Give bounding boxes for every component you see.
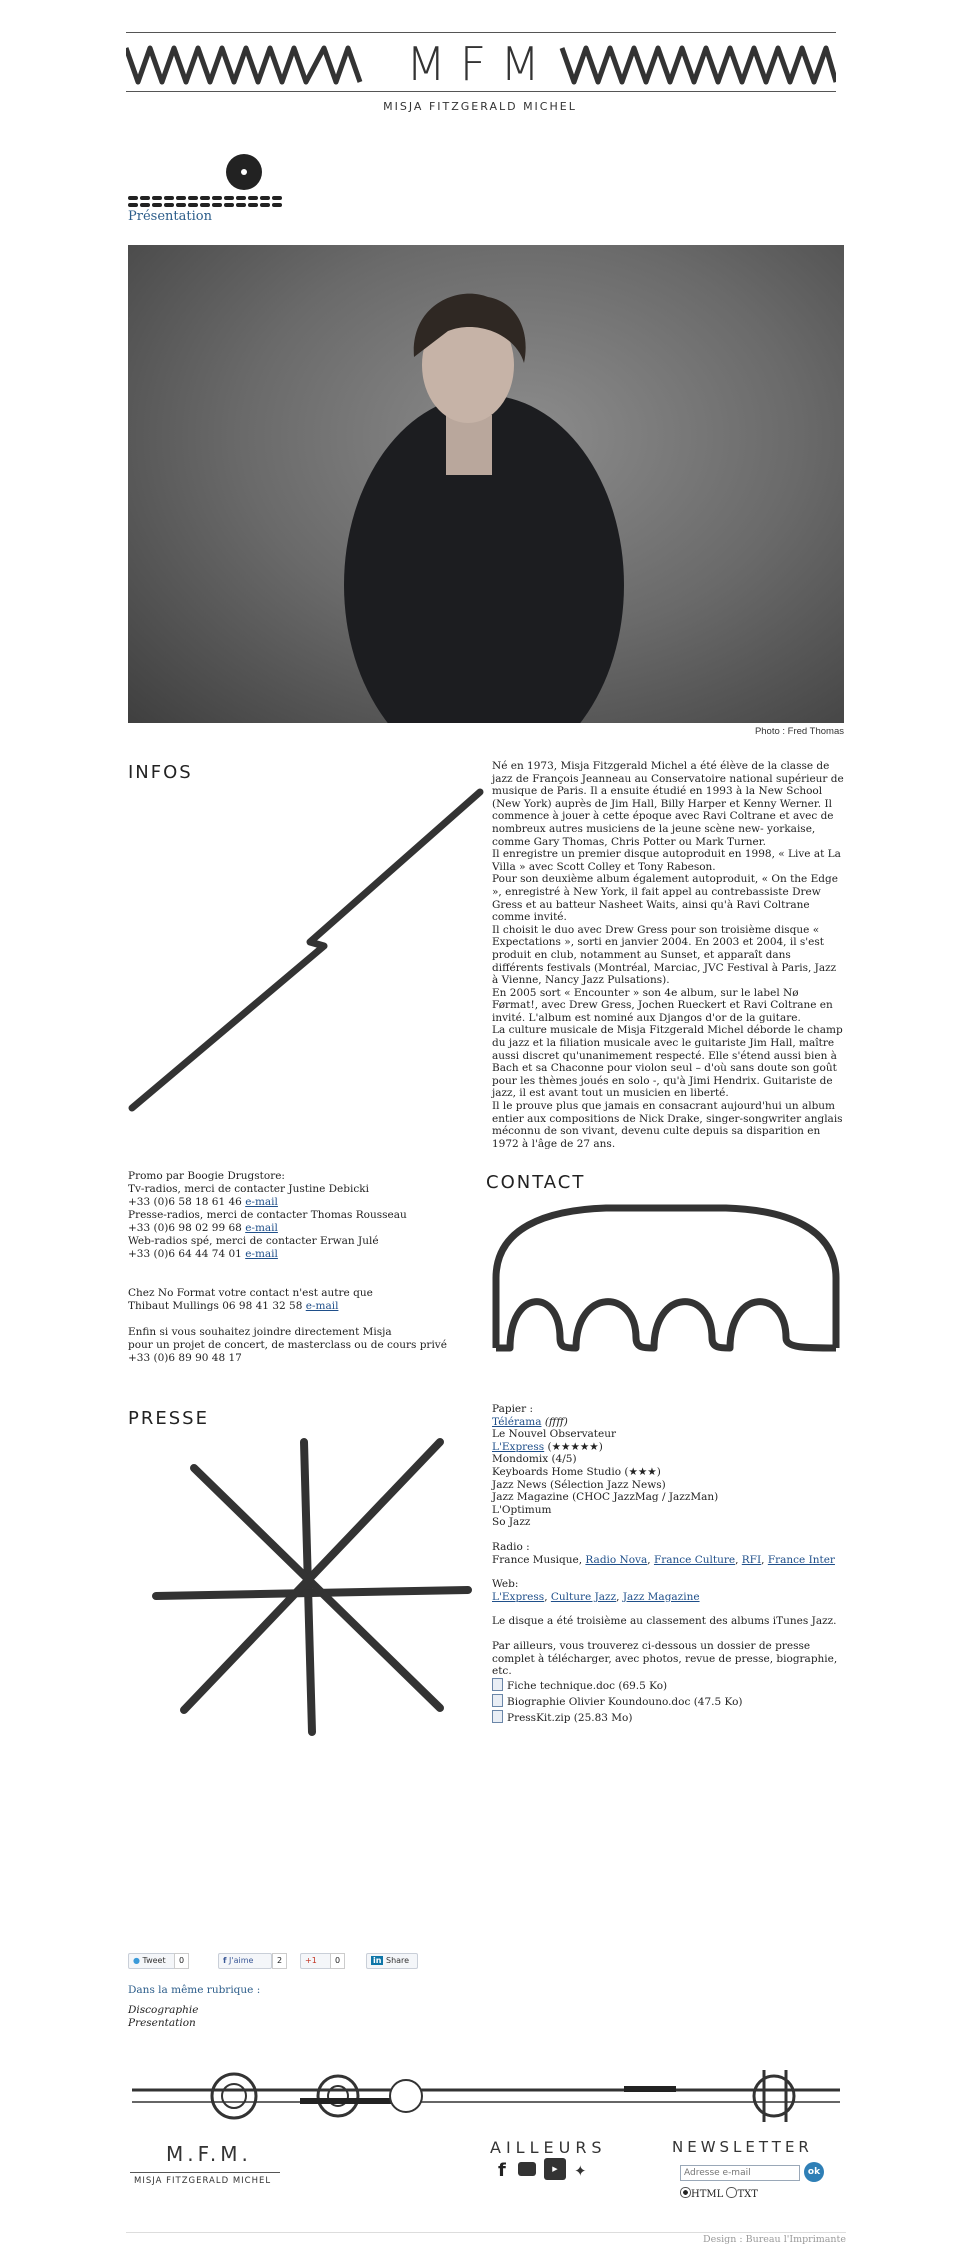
press-sojazz: So Jazz [492,1516,531,1529]
gplus-label: +1 [305,1956,317,1965]
noformat-email-link[interactable]: e-mail [305,1300,339,1312]
press-file-row[interactable] [492,1710,844,1726]
radio-france-musique: France Musique, [492,1553,583,1566]
design-credit[interactable]: Design : Bureau l'Imprimante [703,2234,846,2245]
promo-tv-email-link[interactable]: e-mail [245,1196,278,1208]
noformat-label: Chez No Format votre contact n'est autre que [128,1287,373,1299]
radio-nova-link[interactable]: Radio Nova [585,1553,648,1566]
promo-press-email-link[interactable]: e-mail [245,1222,278,1234]
linkedin-icon: in [373,1956,382,1965]
press-file-size: (47.5 Ko) [693,1695,743,1708]
lexpress-rating: (★★★★★) [547,1440,603,1453]
press-file-row[interactable] [492,1694,844,1710]
newsletter-submit-button[interactable]: ok [804,2162,824,2182]
like-label: J'aime [229,1956,254,1965]
facebook-icon[interactable]: f [498,2160,506,2181]
footer-subtitle: MISJA FITZGERALD MICHEL [134,2176,272,2186]
html-radio[interactable] [680,2187,691,2198]
tweet-button[interactable] [128,1953,178,1969]
press-file-size: (69.5 Ko) [618,1679,668,1692]
twitter-bird-icon: ● [133,1956,140,1965]
press-file-row[interactable] [492,1678,844,1694]
ailleurs-icons [494,2158,604,2182]
radio-rfi-link[interactable]: RFI [741,1553,762,1566]
radio-inter-link[interactable]: France Inter [767,1553,835,1566]
radio-culture-link[interactable]: France Culture [653,1553,736,1566]
presse-text: Papier : Télérama (ffff) Le Nouvel Observateur L'Express (★★★★★) Mondomix (4/5) Keyboards Home Studio (★★★) Jazz News (Sélection Jazz News) Jazz Magazine (CHOC JazzMag / JazzMan) L'Optimum So Jazz Radio : France Musique, Radio Nova, France Culture, RFI, France Inter Web: L'Express, Culture Jazz, Jazz Magazine Le disque a été troisième au classement des albums iTunes Jazz. Par ailleurs, vous trouverez ci-dessous un dossier de presse complet à télécharger, avec photos, revue de presse, biographie, etc. Fiche technique.doc (69.5 Ko) Biographie Olivier Koundouno.doc (47.5 Ko) PressKit.zip (25.83 Mo) [492,1403,844,1726]
infos-paragraph: En 2005 sort « Encounter » son 4e album, sur le label Nø Førmat!, avec Drew Gress, Jochen Rueckert et Ravi Coltrane en invité. L'album est nominé aux Djangos d'or de la guitare. [492,986,833,1024]
site-logo[interactable]: MFM [406,37,554,91]
nav-presentation-link[interactable]: Présentation [128,209,212,224]
twitter-icon[interactable]: ✦ [574,2162,587,2180]
telerama-link[interactable]: Télérama [492,1415,542,1428]
footer-bottom-rule [126,2232,846,2233]
promo-title: Promo par Boogie Drugstore: [128,1170,285,1182]
hero-photo [128,245,844,723]
press-nouvel-obs: Le Nouvel Observateur [492,1428,616,1441]
like-count: 2 [272,1953,287,1969]
press-file-size: (25.83 Mo) [573,1711,633,1724]
promo-press-phone: +33 (0)6 98 02 99 68 [128,1222,242,1234]
contact-wave-ornament [486,1198,846,1358]
txt-label: TXT [737,2189,758,2200]
press-jazzmag: Jazz Magazine (CHOC JazzMag / JazzMan) [492,1491,719,1504]
web-jazzmag-link[interactable]: Jazz Magazine [622,1590,700,1603]
facebook-like-button[interactable] [218,1953,272,1969]
press-optimum: L'Optimum [492,1503,552,1516]
youtube-icon[interactable]: ▶ [544,2158,566,2180]
footer-logo-rule [130,2172,280,2173]
web-culturejazz-link[interactable]: Culture Jazz [550,1590,617,1603]
linkedin-share-button[interactable] [366,1953,418,1969]
web-express-link[interactable]: L'Express [492,1590,545,1603]
tweet-count: 0 [174,1953,189,1969]
musician-silhouette [128,245,844,723]
newsletter-format-options [680,2187,758,2201]
site-subtitle: MISJA FITZGERALD MICHEL [383,100,577,113]
promo-tv-phone: +33 (0)6 58 18 61 46 [128,1196,242,1208]
infos-lightning-ornament [128,782,488,1112]
infos-paragraph: Il enregistre un premier disque autoproduit en 1998, « Live at La Villa » avec Scott Colley et Tony Rabeson. [492,848,841,873]
itunes-note: Le disque a été troisième au classement des albums iTunes Jazz. [492,1615,837,1628]
ailleurs-heading: AILLEURS [490,2138,607,2157]
press-file-name[interactable]: Biographie Olivier Koundouno.doc [507,1695,691,1708]
rubrique-item-presentation[interactable]: Presentation [128,2017,196,2029]
google-plus-button[interactable] [300,1953,332,1969]
tweet-label: Tweet [142,1956,166,1965]
header-bottom-rule [126,91,836,92]
telerama-rating: (ffff) [544,1415,568,1428]
infos-paragraph: Né en 1973, Misja Fitzgerald Michel a été élève de la classe de jazz de François Jeanneau au Conservatoire national supérieur de musique de Paris. Il a ensuite étudié en 1993 à la New School (New York) auprès de Jim Hall, Billy Harper et Kenny Werner. Il commence à jouer à cette époque avec Ravi Coltrane et avec de nombreux autres musiciens de la jeune scène new- yorkaise, comme Gary Thomas, Chris Potter ou Mark Turner. [492,760,844,848]
contact-heading: CONTACT [486,1172,586,1193]
infos-text [492,760,844,1150]
promo-press-label: Presse-radios, merci de contacter Thomas Rousseau [128,1209,407,1221]
presse-star-ornament [140,1428,480,1748]
doc-file-icon [492,1694,503,1707]
press-file-name[interactable]: Fiche technique.doc [507,1679,615,1692]
noformat-contact: Thibaut Mullings 06 98 41 32 58 [128,1300,303,1312]
press-keyboards: Keyboards Home Studio (★★★) [492,1465,661,1478]
infos-heading: INFOS [128,762,193,783]
promo-web-email-link[interactable]: e-mail [245,1248,278,1260]
newsletter-heading: NEWSLETTER [672,2138,813,2156]
rubrique-item-discographie[interactable]: Discographie [128,2004,199,2016]
press-file-name[interactable]: PressKit.zip [507,1711,571,1724]
txt-radio[interactable] [726,2187,737,2198]
footer-logo[interactable]: M.F.M. [166,2142,252,2166]
gplus-count: 0 [330,1953,345,1969]
zip-file-icon [492,1710,503,1723]
footer-line-ornament [126,2060,846,2130]
radio-title: Radio : [492,1540,530,1553]
myspace-icon[interactable] [518,2162,536,2176]
lexpress-link[interactable]: L'Express [492,1440,545,1453]
header-top-rule [126,32,836,33]
papier-title: Papier : [492,1403,534,1415]
infos-paragraph: Il choisit le duo avec Drew Gress pour son troisième disque « Expectations », sorti en janvier 2004. En 2003 et 2004, il s'est produit en club, notamment au Sunset, et apparaît dans différents festivals (Montréal, Marciac, JVC Festival à Paris, Jazz à Vienne, Nancy Jazz Pulsations). [492,923,837,987]
promo-web-phone: +33 (0)6 64 44 74 01 [128,1248,242,1260]
nav-dashes-ornament [126,194,286,208]
press-mondomix: Mondomix (4/5) [492,1453,577,1466]
infos-paragraph: La culture musicale de Misja Fitzgerald Michel déborde le champ du jazz et la filiation musicale avec le guitariste Jim Hall, maître aussi discret qu'unanimement respecté. Elle s'étend aussi bien à Bach et sa Chaconne pour violon seul – d'où sans doute son goût pour les thèmes joués en solo -, qu'à Jimi Hendrix. Guitariste de jazz, il est avant tout un musicien en liberté. [492,1024,843,1100]
photo-credit: Photo : Fred Thomas [754,726,844,737]
doc-file-icon [492,1678,503,1691]
dossier-note: Par ailleurs, vous trouverez ci-dessous un dossier de presse complet à télécharger, avec photos, revue de presse, biographie, etc. [492,1639,838,1678]
promo-web-label: Web-radios spé, merci de contacter Erwan Julé [128,1235,379,1247]
infos-paragraph: Il le prouve plus que jamais en consacrant aujourd'hui un album entier aux compositions de Nick Drake, singer-songwriter anglais méconnu de son vivant, devenu culte depuis sa disparition en 1972 à l'âge de 27 ans. [492,1100,843,1150]
promo-tv-label: Tv-radios, merci de contacter Justine Debicki [128,1183,369,1195]
html-label: HTML [691,2189,724,2200]
direct-contact-phone: +33 (0)6 89 90 48 17 [128,1352,242,1364]
share-label: Share [385,1956,410,1965]
presse-heading: PRESSE [128,1408,209,1429]
rubrique-title: Dans la même rubrique : [128,1984,261,1996]
web-title: Web: [492,1578,519,1591]
direct-contact-line-1: Enfin si vous souhaitez joindre directement Misja [128,1326,392,1338]
facebook-icon: f [223,1956,227,1965]
infos-paragraph: Pour son deuxième album également autoproduit, « On the Edge », enregistré à New York, il fait appel au contrebassiste Drew Gress et au batteur Nasheet Waits, ainsi qu'à Ravi Coltrane comme invité. [492,873,838,924]
nav-record-icon [222,150,266,194]
promo-block [128,1170,448,1365]
direct-contact-line-2: pour un projet de concert, de masterclass ou de cours privé [128,1339,447,1351]
press-jazznews: Jazz News (Sélection Jazz News) [492,1478,666,1491]
newsletter-email-input[interactable] [680,2165,800,2181]
rubrique-list [128,2004,198,2030]
